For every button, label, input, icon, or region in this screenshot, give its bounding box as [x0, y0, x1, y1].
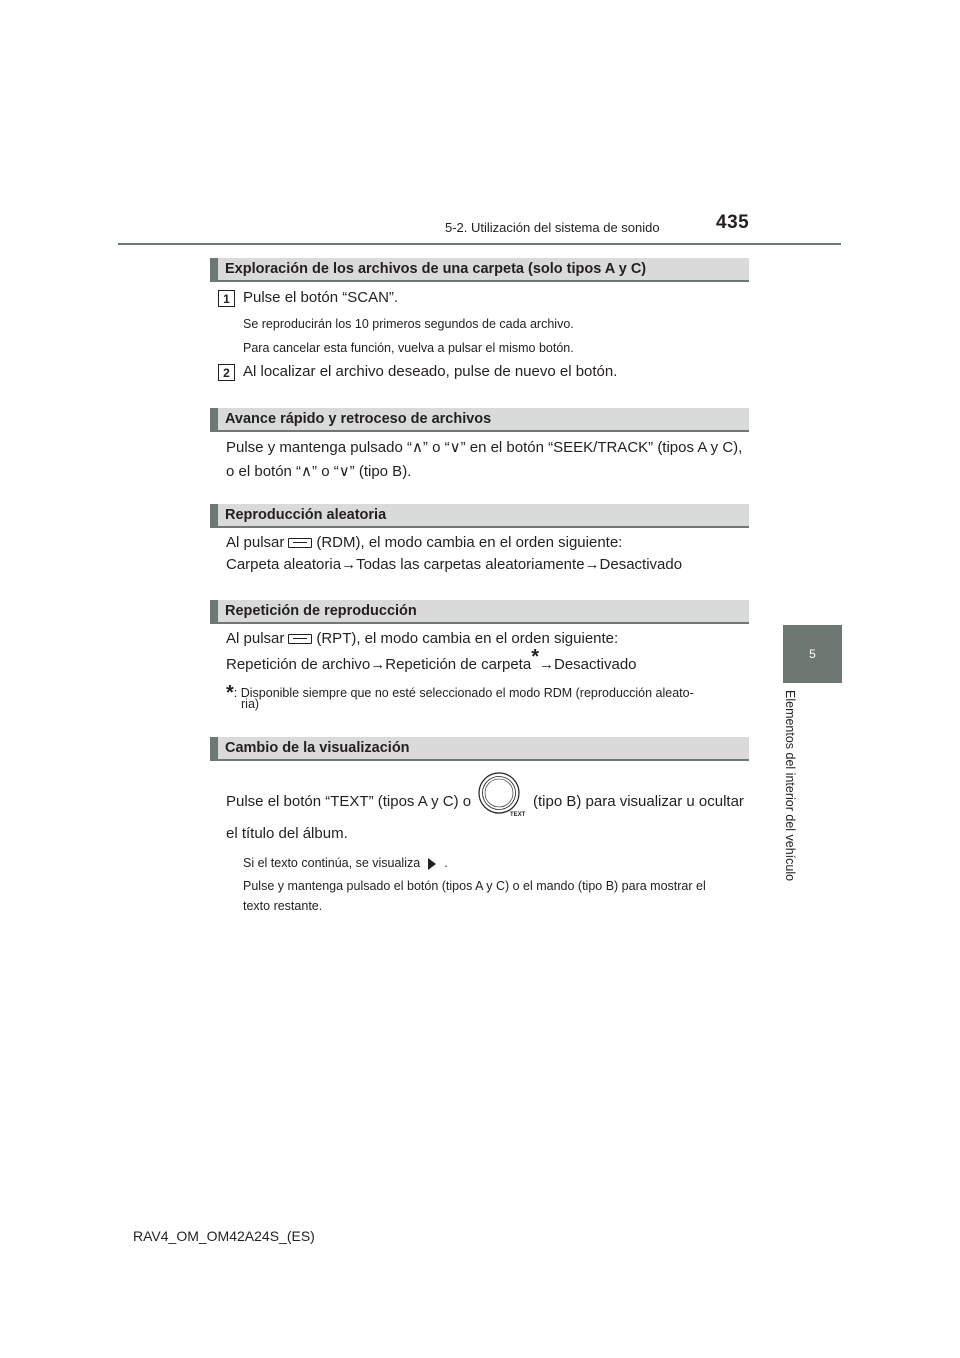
- footnote: [226, 680, 694, 703]
- running-header-section: 5-2. Utilización del sistema de sonido: [445, 220, 660, 235]
- preset-button-icon: [288, 634, 312, 644]
- section-heading-scan: [210, 258, 749, 282]
- note-text: Si el texto continúa, se visualiza: [243, 856, 421, 870]
- note-text: Se reproducirán los 10 primeros segundos de cada archivo.: [243, 317, 574, 331]
- section-heading-random: [210, 504, 749, 528]
- section-heading-text: Reproducción aleatoria: [225, 507, 387, 523]
- body-text: Al pulsar: [226, 534, 285, 551]
- note-text: Pulse y mantenga pulsado el botón (tipos A y C) o el mando (tipo B) para mostrar el: [243, 879, 706, 893]
- section-heading-text: Avance rápido y retroceso de archivos: [225, 411, 492, 427]
- body-text: Repetición de archivo→Repetición de carpeta: [226, 656, 532, 673]
- step-2-text: Al localizar el archivo deseado, pulse de nuevo el botón.: [243, 363, 618, 380]
- text-knob-icon: [478, 772, 530, 822]
- section-heading-seek: [210, 408, 749, 432]
- footnote-marker: *: [531, 646, 539, 668]
- chapter-side-label-box: [783, 690, 807, 890]
- note-text: Para cancelar esta función, vuelva a pulsar el mismo botón.: [243, 341, 574, 355]
- body-text: Al pulsar: [226, 630, 285, 647]
- body-text: Pulse y mantenga pulsado “∧” o “∨” en el botón “SEEK/TRACK” (tipos A y C),: [226, 439, 743, 456]
- document-code: RAV4_OM_OM42A24S_(ES): [133, 1228, 315, 1244]
- body-text: el título del álbum.: [226, 825, 348, 842]
- body-text: (RDM), el modo cambia en el orden siguiente:: [316, 534, 623, 551]
- page-number: 435: [716, 212, 750, 233]
- footnote-marker: *: [226, 682, 234, 704]
- section-heading-text: Repetición de reproducción: [225, 603, 417, 619]
- body-text: →Desactivado: [538, 656, 637, 673]
- body-text-line: [226, 534, 622, 551]
- body-text-line: [226, 646, 637, 675]
- body-text: Pulse el botón “TEXT” (tipos A y C) o: [226, 793, 472, 810]
- knob-label: TEXT: [510, 812, 526, 818]
- section-heading-repeat: [210, 600, 749, 624]
- header-rule: [118, 243, 841, 245]
- section-heading-text: Cambio de la visualización: [225, 740, 410, 756]
- chapter-tab: 5: [783, 625, 842, 683]
- section-heading-display: [210, 737, 749, 761]
- note-text: .: [444, 856, 448, 870]
- step-badge-1: 1: [218, 290, 235, 307]
- section-heading-text: Exploración de los archivos de una carpeta (solo tipos A y C): [225, 261, 647, 277]
- continue-arrow-icon: [420, 856, 444, 871]
- footnote-text: ria): [241, 697, 260, 711]
- note-text-line: [243, 856, 448, 871]
- body-text: (RPT), el modo cambia en el orden siguiente:: [316, 630, 619, 647]
- body-text-line: [226, 630, 618, 647]
- body-text: o el botón “∧” o “∨” (tipo B).: [226, 463, 412, 480]
- body-text: (tipo B) para visualizar u ocultar: [533, 793, 744, 810]
- preset-button-icon: [288, 538, 312, 548]
- note-text: texto restante.: [243, 899, 323, 913]
- chapter-side-label: Elementos del interior del vehículo: [783, 690, 797, 882]
- body-text: Carpeta aleatoria→Todas las carpetas aleatoriamente→Desactivado: [226, 556, 683, 573]
- step-1-text: Pulse el botón “SCAN”.: [243, 289, 399, 306]
- step-badge-2: 2: [218, 364, 235, 381]
- footnote-text: : Disponible siempre que no esté seleccionado el modo RDM (reproducción aleato-: [233, 686, 694, 700]
